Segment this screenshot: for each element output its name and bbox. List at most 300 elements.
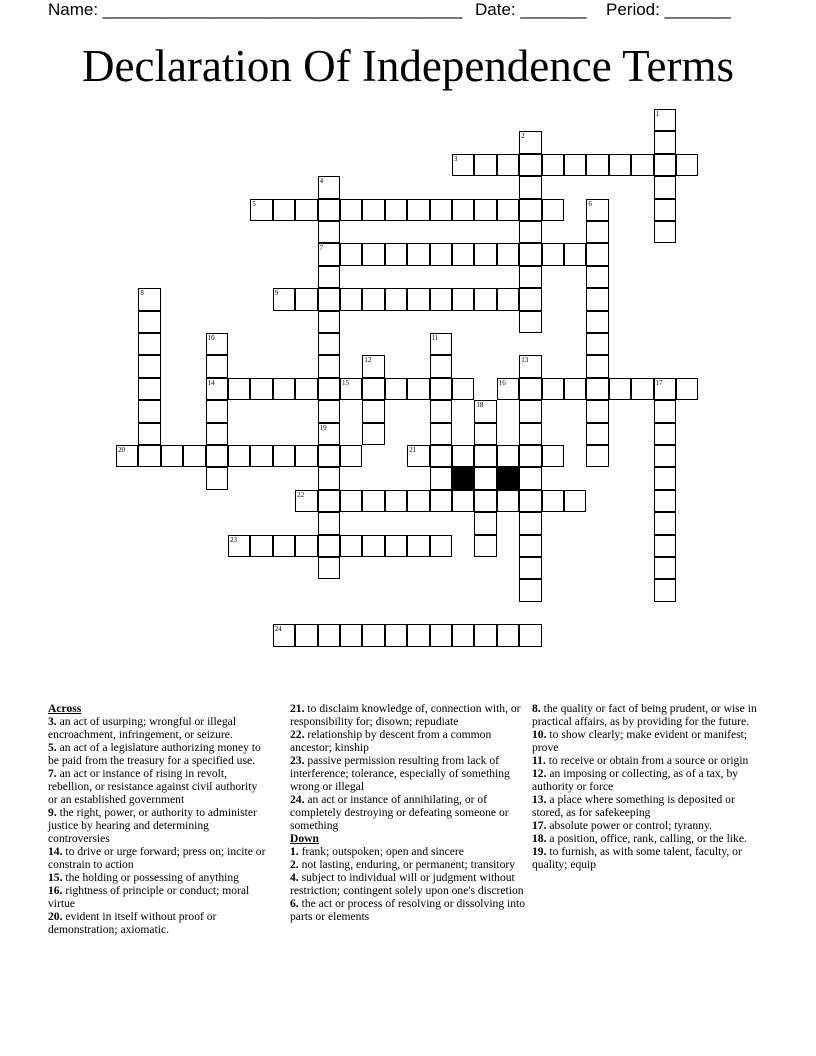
grid-cell[interactable]	[430, 467, 452, 489]
grid-cell[interactable]	[318, 423, 340, 445]
grid-cell[interactable]	[586, 266, 608, 288]
grid-cell[interactable]	[519, 512, 541, 534]
grid-cell[interactable]	[654, 512, 676, 534]
clues-column-1	[48, 702, 266, 936]
clue-number-label: 24.	[290, 793, 305, 806]
grid-cell[interactable]	[295, 535, 317, 557]
grid-cell[interactable]	[519, 154, 541, 176]
grid-cell[interactable]	[474, 199, 496, 221]
grid-cell[interactable]	[452, 154, 474, 176]
clue-number: 24	[274, 625, 282, 634]
clue-number-label: 22.	[290, 728, 305, 741]
grid-cell[interactable]	[654, 445, 676, 467]
grid-cell[interactable]	[206, 467, 228, 489]
grid-cell[interactable]	[564, 154, 586, 176]
clue-text: an act of a legislature authorizing money to be paid from the treasury for a specified use.	[48, 741, 261, 767]
name-field[interactable]: Name: ______________________________________	[48, 0, 463, 19]
grid-cell[interactable]	[497, 243, 519, 265]
grid-cell[interactable]	[519, 266, 541, 288]
grid-cell[interactable]	[542, 490, 564, 512]
grid-cell[interactable]	[407, 490, 429, 512]
grid-cell[interactable]	[474, 445, 496, 467]
grid-cell[interactable]	[586, 445, 608, 467]
clue-text: an imposing or collecting, as of a tax, by authority or force	[532, 767, 739, 793]
clue-number: 4	[319, 177, 324, 186]
grid-cell[interactable]	[318, 288, 340, 310]
clue-number-label: 23.	[290, 754, 305, 767]
grid-cell[interactable]	[519, 378, 541, 400]
grid-cell[interactable]	[519, 535, 541, 557]
grid-cell[interactable]	[116, 445, 138, 467]
grid-cell[interactable]	[542, 378, 564, 400]
grid-cell[interactable]	[519, 624, 541, 646]
grid-cell[interactable]	[654, 199, 676, 221]
clue-number: 5	[252, 199, 256, 208]
grid-cell[interactable]	[654, 154, 676, 176]
grid-cell[interactable]	[631, 378, 653, 400]
grid-cell[interactable]	[385, 243, 407, 265]
grid-cell[interactable]	[519, 400, 541, 422]
grid-cell[interactable]	[654, 557, 676, 579]
clue-text: rightness of principle or conduct; moral virtue	[48, 884, 250, 910]
grid-cell[interactable]	[586, 288, 608, 310]
grid-cell[interactable]	[497, 199, 519, 221]
grid-cell[interactable]	[138, 445, 160, 467]
clue-number-label: 20.	[48, 910, 63, 923]
grid-cell[interactable]	[273, 624, 295, 646]
grid-cell[interactable]	[430, 423, 452, 445]
grid-cell[interactable]	[519, 221, 541, 243]
grid-cell[interactable]	[564, 490, 586, 512]
clue-item	[48, 884, 266, 910]
grid-cell[interactable]	[362, 243, 384, 265]
clue-item	[48, 741, 266, 767]
clue-number-label: 6.	[290, 897, 299, 910]
page-title: Declaration Of Independence Terms	[82, 41, 734, 91]
clue-text: not lasting, enduring, or permanent; transitory	[298, 858, 516, 871]
grid-cell[interactable]	[430, 400, 452, 422]
clue-number: 13	[521, 356, 529, 365]
grid-cell[interactable]	[430, 333, 452, 355]
grid-cell[interactable]	[318, 490, 340, 512]
clue-number-label: 1.	[290, 845, 299, 858]
clue-number: 19	[319, 423, 327, 432]
grid-cell[interactable]	[295, 288, 317, 310]
clue-item	[532, 832, 768, 845]
clue-item	[532, 845, 768, 871]
grid-cell[interactable]	[183, 445, 205, 467]
clue-number-label: 12.	[532, 767, 547, 780]
clue-text: subject to individual will or judgment without restriction; contingent solely upon one's discretion	[290, 871, 524, 897]
grid-cell[interactable]	[519, 423, 541, 445]
grid-cell[interactable]	[318, 378, 340, 400]
clue-number: 8	[140, 289, 144, 298]
grid-cell[interactable]	[542, 243, 564, 265]
grid-cell[interactable]	[385, 490, 407, 512]
grid-cell[interactable]	[206, 400, 228, 422]
grid-cell[interactable]	[340, 243, 362, 265]
grid-cell[interactable]	[273, 445, 295, 467]
grid-cell[interactable]	[676, 154, 698, 176]
clue-text: to show clearly; make evident or manifest; prove	[532, 728, 748, 754]
clue-text: relationship by descent from a common ancestor; kinship	[290, 728, 492, 754]
grid-cell[interactable]	[362, 423, 384, 445]
grid-cell[interactable]	[474, 423, 496, 445]
grid-cell[interactable]	[385, 199, 407, 221]
grid-cell[interactable]	[654, 221, 676, 243]
clue-item	[290, 897, 526, 923]
grid-cell[interactable]	[654, 423, 676, 445]
clue-number-label: 15.	[48, 871, 63, 884]
grid-cell[interactable]	[430, 624, 452, 646]
clue-number: 6	[588, 199, 592, 208]
clue-item	[532, 702, 768, 728]
grid-cell[interactable]	[318, 400, 340, 422]
clue-number: 12	[364, 356, 372, 365]
grid-cell[interactable]	[474, 154, 496, 176]
grid-cell[interactable]	[138, 311, 160, 333]
grid-cell[interactable]	[452, 288, 474, 310]
clue-number-label: 2.	[290, 858, 299, 871]
grid-cell[interactable]	[206, 355, 228, 377]
grid-cell[interactable]	[340, 378, 362, 400]
clue-item	[290, 858, 526, 871]
clue-text: passive permission resulting from lack of interference; tolerance, especially of something wrong or illegal	[290, 754, 510, 793]
grid-cell[interactable]	[519, 490, 541, 512]
grid-cell[interactable]	[340, 288, 362, 310]
down-heading: Down	[290, 832, 319, 845]
grid-cell[interactable]	[497, 490, 519, 512]
grid-cell[interactable]	[474, 467, 496, 489]
clue-number-label: 4.	[290, 871, 299, 884]
grid-cell[interactable]	[474, 512, 496, 534]
grid-cell[interactable]	[362, 624, 384, 646]
grid-cell[interactable]	[654, 490, 676, 512]
grid-cell[interactable]	[362, 378, 384, 400]
grid-cell[interactable]	[654, 400, 676, 422]
grid-cell[interactable]	[474, 624, 496, 646]
grid-cell[interactable]	[228, 535, 250, 557]
clue-item	[48, 806, 266, 845]
clue-text: an act of usurping; wrongful or illegal encroachment, infringement, or seizure.	[48, 715, 237, 741]
grid-cell[interactable]	[586, 199, 608, 221]
grid-cell[interactable]	[228, 445, 250, 467]
clue-number: 3	[454, 154, 458, 163]
grid-cell[interactable]	[362, 199, 384, 221]
grid-cell[interactable]	[474, 243, 496, 265]
grid-cell[interactable]	[273, 288, 295, 310]
grid-cell[interactable]	[318, 624, 340, 646]
clue-number-label: 21.	[290, 702, 305, 715]
grid-cell[interactable]	[430, 445, 452, 467]
grid-cell[interactable]	[519, 288, 541, 310]
grid-cell[interactable]	[519, 131, 541, 153]
grid-cell[interactable]	[295, 378, 317, 400]
grid-cell[interactable]	[206, 333, 228, 355]
clue-text: evident in itself without proof or demonstration; axiomatic.	[48, 910, 217, 936]
clue-number: 21	[409, 446, 417, 454]
grid-cell[interactable]	[407, 535, 429, 557]
grid-cell[interactable]	[340, 535, 362, 557]
grid-cell[interactable]	[138, 333, 160, 355]
grid-cell[interactable]	[138, 355, 160, 377]
grid-cell[interactable]	[430, 288, 452, 310]
grid-cell[interactable]	[161, 445, 183, 467]
grid-cell[interactable]	[430, 535, 452, 557]
grid-cell[interactable]	[318, 535, 340, 557]
grid-cell[interactable]	[586, 154, 608, 176]
clue-number: 16	[498, 378, 506, 387]
grid-cell[interactable]	[430, 243, 452, 265]
clue-number: 23	[230, 535, 237, 544]
grid-cell[interactable]	[340, 199, 362, 221]
grid-cell[interactable]	[318, 445, 340, 467]
grid-cell[interactable]	[586, 221, 608, 243]
grid-cell[interactable]	[542, 199, 564, 221]
grid-cell[interactable]	[340, 445, 362, 467]
grid-cell[interactable]	[273, 535, 295, 557]
grid-cell[interactable]	[452, 243, 474, 265]
period-field[interactable]: Period: _______	[606, 0, 731, 19]
clue-text: the right, power, or authority to administer justice by hearing and determining controversies	[48, 806, 257, 845]
grid-cell[interactable]	[273, 378, 295, 400]
clue-text: absolute power or control; tyranny.	[546, 819, 712, 832]
grid-cell[interactable]	[430, 378, 452, 400]
grid-cell[interactable]	[519, 557, 541, 579]
grid-cell[interactable]	[206, 445, 228, 467]
black-cell	[497, 467, 519, 489]
clue-text: to disclaim knowledge of, connection with, or responsibility for; disown; repudiate	[290, 702, 521, 728]
grid-cell[interactable]	[318, 355, 340, 377]
grid-cell[interactable]	[654, 131, 676, 153]
clue-text: a position, office, rank, calling, or the like.	[546, 832, 747, 845]
grid-cell[interactable]	[519, 311, 541, 333]
grid-cell[interactable]	[362, 288, 384, 310]
grid-cell[interactable]	[609, 154, 631, 176]
grid-cell[interactable]	[250, 199, 272, 221]
grid-cell[interactable]	[654, 176, 676, 198]
grid-cell[interactable]	[340, 624, 362, 646]
clue-number-label: 13.	[532, 793, 547, 806]
grid-cell[interactable]	[497, 378, 519, 400]
grid-cell[interactable]	[206, 423, 228, 445]
grid-cell[interactable]	[497, 445, 519, 467]
grid-cell[interactable]	[586, 423, 608, 445]
clue-text: to furnish, as with some talent, faculty, or quality; equip	[532, 845, 742, 871]
grid-cell[interactable]	[586, 378, 608, 400]
grid-cell[interactable]	[586, 400, 608, 422]
grid-cell[interactable]	[362, 535, 384, 557]
grid-cell[interactable]	[385, 624, 407, 646]
grid-cell[interactable]	[318, 311, 340, 333]
clue-number: 11	[431, 334, 439, 342]
grid-cell[interactable]	[654, 109, 676, 131]
clue-number: 22	[297, 490, 305, 499]
grid-cell[interactable]	[362, 355, 384, 377]
clue-text: an act or instance of rising in revolt, rebellion, or resistance against civil authority or an established government	[48, 767, 258, 806]
grid-cell[interactable]	[340, 490, 362, 512]
grid-cell[interactable]	[519, 243, 541, 265]
grid-cell[interactable]	[474, 400, 496, 422]
clue-item	[48, 845, 266, 871]
across-heading: Across	[48, 702, 82, 715]
clue-number: 18	[476, 401, 484, 410]
grid-cell[interactable]	[407, 288, 429, 310]
grid-cell[interactable]	[362, 490, 384, 512]
grid-cell[interactable]	[586, 333, 608, 355]
grid-cell[interactable]	[564, 243, 586, 265]
clue-item	[532, 793, 768, 819]
clues-column-3	[532, 702, 768, 871]
grid-cell[interactable]	[250, 378, 272, 400]
grid-cell[interactable]	[318, 467, 340, 489]
clue-number-label: 9.	[48, 806, 57, 819]
grid-cell[interactable]	[138, 423, 160, 445]
grid-cell[interactable]	[295, 490, 317, 512]
clue-item	[532, 819, 768, 832]
grid-cell[interactable]	[407, 378, 429, 400]
clue-text: to receive or obtain from a source or origin	[545, 754, 749, 767]
grid-cell[interactable]	[407, 199, 429, 221]
grid-cell[interactable]	[519, 355, 541, 377]
grid-cell[interactable]	[318, 221, 340, 243]
grid-cell[interactable]	[519, 579, 541, 601]
clue-text: to drive or urge forward; press on; incite or constrain to action	[48, 845, 266, 871]
clue-item	[48, 910, 266, 936]
clue-number-label: 17.	[532, 819, 547, 832]
grid-cell[interactable]	[318, 512, 340, 534]
grid-cell[interactable]	[385, 535, 407, 557]
clue-number: 9	[274, 289, 279, 298]
clue-number-label: 19.	[532, 845, 547, 858]
clue-text: the quality or fact of being prudent, or wise in practical affairs, as by providing for the future.	[532, 702, 757, 728]
grid-cell[interactable]	[362, 400, 384, 422]
grid-cell[interactable]	[430, 355, 452, 377]
grid-cell[interactable]	[631, 154, 653, 176]
grid-cell[interactable]	[497, 154, 519, 176]
grid-cell[interactable]	[519, 445, 541, 467]
grid-cell[interactable]	[586, 311, 608, 333]
clue-item	[48, 871, 266, 884]
grid-cell[interactable]	[542, 154, 564, 176]
grid-cell[interactable]	[654, 467, 676, 489]
grid-cell[interactable]	[452, 490, 474, 512]
clue-item	[532, 728, 768, 754]
black-cell	[452, 467, 474, 489]
clue-text: an act or instance of annihilating, or of completely destroying or defeating someone or something	[290, 793, 509, 832]
grid-cell[interactable]	[586, 243, 608, 265]
grid-cell[interactable]	[318, 266, 340, 288]
grid-cell[interactable]	[318, 199, 340, 221]
clue-number-label: 14.	[48, 845, 63, 858]
clue-number-label: 7.	[48, 767, 57, 780]
grid-cell[interactable]	[519, 176, 541, 198]
clue-item	[532, 767, 768, 793]
grid-cell[interactable]	[228, 378, 250, 400]
clue-text: the holding or possessing of anything	[62, 871, 239, 884]
clue-number-label: 11.	[532, 754, 546, 767]
grid-cell[interactable]	[407, 445, 429, 467]
grid-cell[interactable]	[586, 355, 608, 377]
grid-cell[interactable]	[654, 535, 676, 557]
grid-cell[interactable]	[273, 199, 295, 221]
clue-item	[290, 871, 526, 897]
clue-item	[290, 754, 526, 793]
clue-text: frank; outspoken; open and sincere	[298, 845, 464, 858]
clue-item	[48, 715, 266, 741]
grid-cell[interactable]	[609, 378, 631, 400]
grid-cell[interactable]	[430, 490, 452, 512]
grid-cell[interactable]	[138, 288, 160, 310]
clue-number: 17	[655, 378, 663, 387]
clue-number: 1	[655, 110, 660, 118]
clue-item	[290, 728, 526, 754]
clue-number-label: 3.	[48, 715, 57, 728]
grid-cell[interactable]	[452, 199, 474, 221]
clue-number-label: 18.	[532, 832, 547, 845]
clue-number: 10	[207, 334, 215, 342]
clue-item	[290, 702, 526, 728]
grid-cell[interactable]	[385, 378, 407, 400]
grid-cell[interactable]	[318, 333, 340, 355]
clue-item	[532, 754, 768, 767]
grid-cell[interactable]	[295, 199, 317, 221]
clue-number: 7	[319, 244, 324, 253]
grid-cell[interactable]	[654, 378, 676, 400]
grid-cell[interactable]	[542, 445, 564, 467]
grid-cell[interactable]	[497, 288, 519, 310]
grid-cell[interactable]	[430, 199, 452, 221]
date-field[interactable]: Date: _______	[475, 0, 587, 19]
grid-cell[interactable]	[318, 176, 340, 198]
grid-cell[interactable]	[385, 288, 407, 310]
clue-item	[290, 793, 526, 832]
grid-cell[interactable]	[474, 288, 496, 310]
grid-cell[interactable]	[519, 467, 541, 489]
clue-number-label: 8.	[532, 702, 541, 715]
clue-number-label: 16.	[48, 884, 63, 897]
grid-cell[interactable]	[452, 624, 474, 646]
clue-item	[48, 767, 266, 806]
grid-cell[interactable]	[564, 378, 586, 400]
grid-cell[interactable]	[474, 490, 496, 512]
grid-cell[interactable]	[138, 400, 160, 422]
grid-cell[interactable]	[452, 378, 474, 400]
clue-item	[290, 845, 526, 858]
grid-cell[interactable]	[474, 535, 496, 557]
grid-cell[interactable]	[206, 378, 228, 400]
grid-cell[interactable]	[138, 378, 160, 400]
grid-cell[interactable]	[318, 557, 340, 579]
grid-cell[interactable]	[519, 199, 541, 221]
clues-column-2	[290, 702, 526, 923]
clue-number: 14	[207, 378, 215, 387]
grid-cell[interactable]	[250, 535, 272, 557]
grid-cell[interactable]	[407, 624, 429, 646]
grid-cell[interactable]	[250, 445, 272, 467]
grid-cell[interactable]	[407, 243, 429, 265]
clue-number: 15	[342, 378, 349, 387]
grid-cell[interactable]	[318, 243, 340, 265]
grid-cell[interactable]	[452, 445, 474, 467]
grid-cell[interactable]	[497, 624, 519, 646]
grid-cell[interactable]	[654, 579, 676, 601]
grid-cell[interactable]	[295, 624, 317, 646]
clue-number: 2	[521, 132, 525, 141]
grid-cell[interactable]	[676, 378, 698, 400]
clue-text: the act or process of resolving or dissolving into parts or elements	[290, 897, 526, 923]
grid-cell[interactable]	[295, 445, 317, 467]
